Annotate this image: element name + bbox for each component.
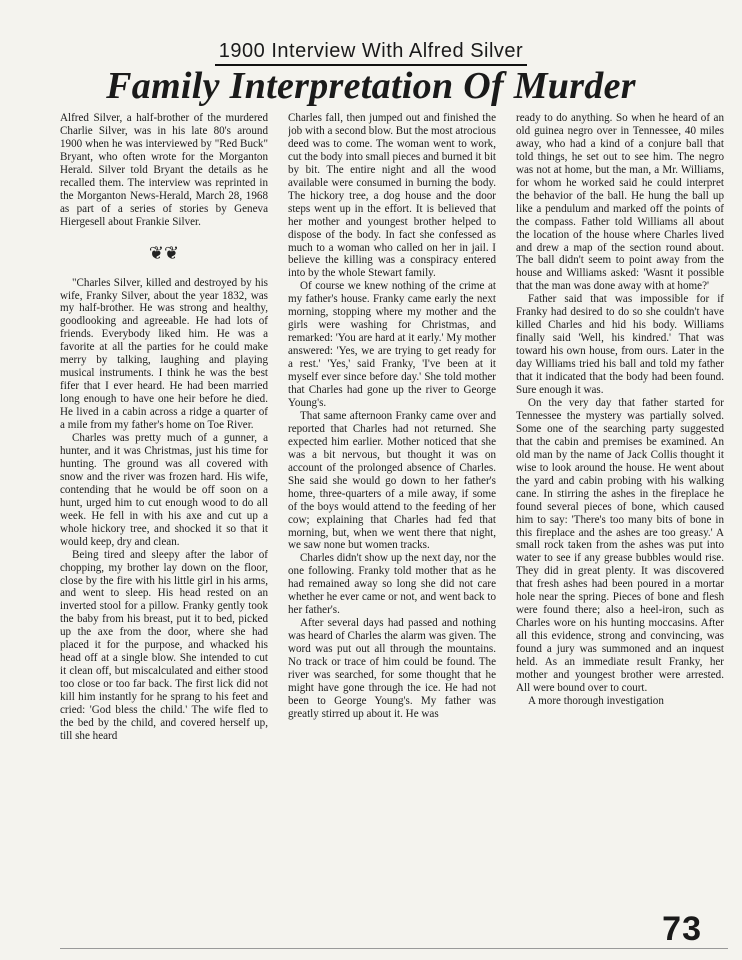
- column-2: [288, 112, 496, 902]
- kicker-text: 1900 Interview With Alfred Silver: [215, 40, 527, 66]
- paragraph: Of course we knew nothing of the crime at my father's house. Franky came early the next morning, stopping where my mother and the girls were washing for Christmas, and remarked: 'You are hard at it early.' My mother answered: 'Yes, we are trying to get ready for a rest.' 'Yes,' said Franky, 'I've been at it myself ever since before day.' She told mother that Charles had gone up the river to George Young's.: [288, 280, 496, 409]
- paragraph: Father said that was impossible for if Franky had desired to do so she couldn't have killed Charles and hid his body. Williams finally said 'Well, his kindred.' That was toward his own house, from ours. Later in the day Williams tried his ball and told my father that it indicated that the body had been found. Sure enough it was.: [516, 293, 724, 397]
- paragraph: Charles didn't show up the next day, nor the one following. Franky told mother that as he had remained away so long she did not care whether he ever came or not, and went back to her father's.: [288, 552, 496, 617]
- paragraph: "Charles Silver, killed and destroyed by his wife, Franky Silver, about the year 1832, was my half-brother. He was strong and healthy, goodlooking and agreeable. He had lots of friends. Everybody liked him. He was a favorite at all the parties for he could make merry by talking, laughing and playing musical instruments. I think he was the best fifer that I ever heard. He had been married long enough to have one heir before he died. He lived in a cabin across a ridge a quarter of a mile from my father's home on Toe River.: [60, 276, 268, 432]
- column-3: [516, 112, 724, 902]
- paragraph: After several days had passed and nothing was heard of Charles the alarm was given. The word was put out all through the mountains. No track or trace of him could be found. The river was searched, for some thought that he might have gone through the ice. He had not been to George Young's. My father was greatly stirred up about it. He was: [288, 617, 496, 720]
- paragraph: A more thorough investigation: [528, 694, 664, 707]
- paragraph: On the very day that father started for Tennessee the mystery was partially solved. Some one of the searching party suggested that the cabin and premises be examined. An old man by the name of Jack Collis thought it wise to look around the house. He went about the yard and cabin probing with his walking cane. In stirring the ashes in the fireplace he found several pieces of bone, which caused him to say: 'There's too many bits of bone in this fireplace and the ashes are too greasy.' A small rock taken from the ashes was put into water to see if any grease bubbles would rise. They did in great plenty. It was discovered that fresh ashes had been poured in a mortar hole near the spring. Pieces of bone and flesh were found there; also a heel-iron, such as Charles wore on his hunting moccasins. After all this evidence, strong and convincing, was found a jury was summoned and an inquest held. As an immediate result Franky, her mother and youngest brother were arrested. All were bound over to court.: [516, 396, 724, 694]
- paragraph: Charles fall, then jumped out and finished the job with a second blow. But the most atrocious deed was to come. The woman went to work, cut the body into small pieces and burned it bit by bit. The entire night and all the wood available were consumed in burning the body. The hickory tree, a dog house and the door steps went up in the effort. It is believed that her mother and youngest brother helped to dispose of the body. In fact she confessed as much to a woman who called on her in jail. I believe the killing was a conspiracy entered into by the whole Stewart family.: [288, 112, 496, 280]
- bottom-rule: [60, 948, 728, 949]
- column-1: [60, 112, 268, 902]
- paragraph: Charles was pretty much of a gunner, a hunter, and it was Christmas, just his time for hunting. The ground was all covered with snow and the river was frozen hard. His wife, contending that he would be off soon on a hunt, urged him to cut enough wood to do all week. He fell in with his axe and cut up a whole hickory tree, and shocked it so that it would keep, dry and clean.: [60, 432, 268, 548]
- article-body: [60, 112, 724, 902]
- article-kicker: [0, 40, 742, 66]
- page-number: 73: [662, 910, 702, 948]
- paragraph: That same afternoon Franky came over and reported that Charles had not returned. She expected him earlier. Mother noticed that she was a bit nervous, but thought it was on account of the prolonged absence of Charles. She said she would go down to her father's home, three-quarters of a mile away, if some of the boys would attend to the feeding of her cow; explaining that Charles had fed that morning, but, when we went there that night, we saw none but women tracks.: [288, 409, 496, 552]
- paragraph: Alfred Silver, a half-brother of the murdered Charlie Silver, was in his late 80's around 1900 when he was interviewed by "Red Buck" Bryant, who often wrote for the Morganton Herald. Silver told Bryant the details as he recalled them. The interview was reprinted in the Morganton News-Herald, March 28, 1968 as part of a series of stories by Geneva Hiergesell about Frankie Silver.: [60, 112, 268, 228]
- article-title: Family Interpretation Of Murder: [106, 65, 636, 107]
- paragraph: ready to do anything. So when he heard of an old guinea negro over in Tennessee, 40 miles away, who had a kind of a conjure ball that told things, he set out to see him. The negro was not at home, but the man, a Mr. Williams, for whom he worked said he could interpret the behavior of the ball. He hung the ball up like a pendulum and marked off the points of the compass. Father told Williams all about the location of the house where Charles lived and drew a map of the section round about. The ball didn't seem to point away from the house and Williams asked: 'Wasnt it possible that the man was done away with at home?': [516, 112, 724, 293]
- fleuron-icon: ❦❦: [148, 242, 180, 263]
- paragraph: Being tired and sleepy after the labor of chopping, my brother lay down on the floor, close by the fire with his little girl in his arms, and went to sleep. His head rested on an inverted stool for a pillow. Franky gently took the baby from his breast, put it to bed, picked up the axe from the door, where she had placed it for the purpose, and whacked his head off at a single blow. She intended to cut it clean off, but miscalculated and either stood too close or too far back. The first lick did not kill him instantly for he sprang to his feet and cried: 'God bless the child.' The wife fled to the bed by the child, and covered herself up, till she heard: [60, 548, 268, 742]
